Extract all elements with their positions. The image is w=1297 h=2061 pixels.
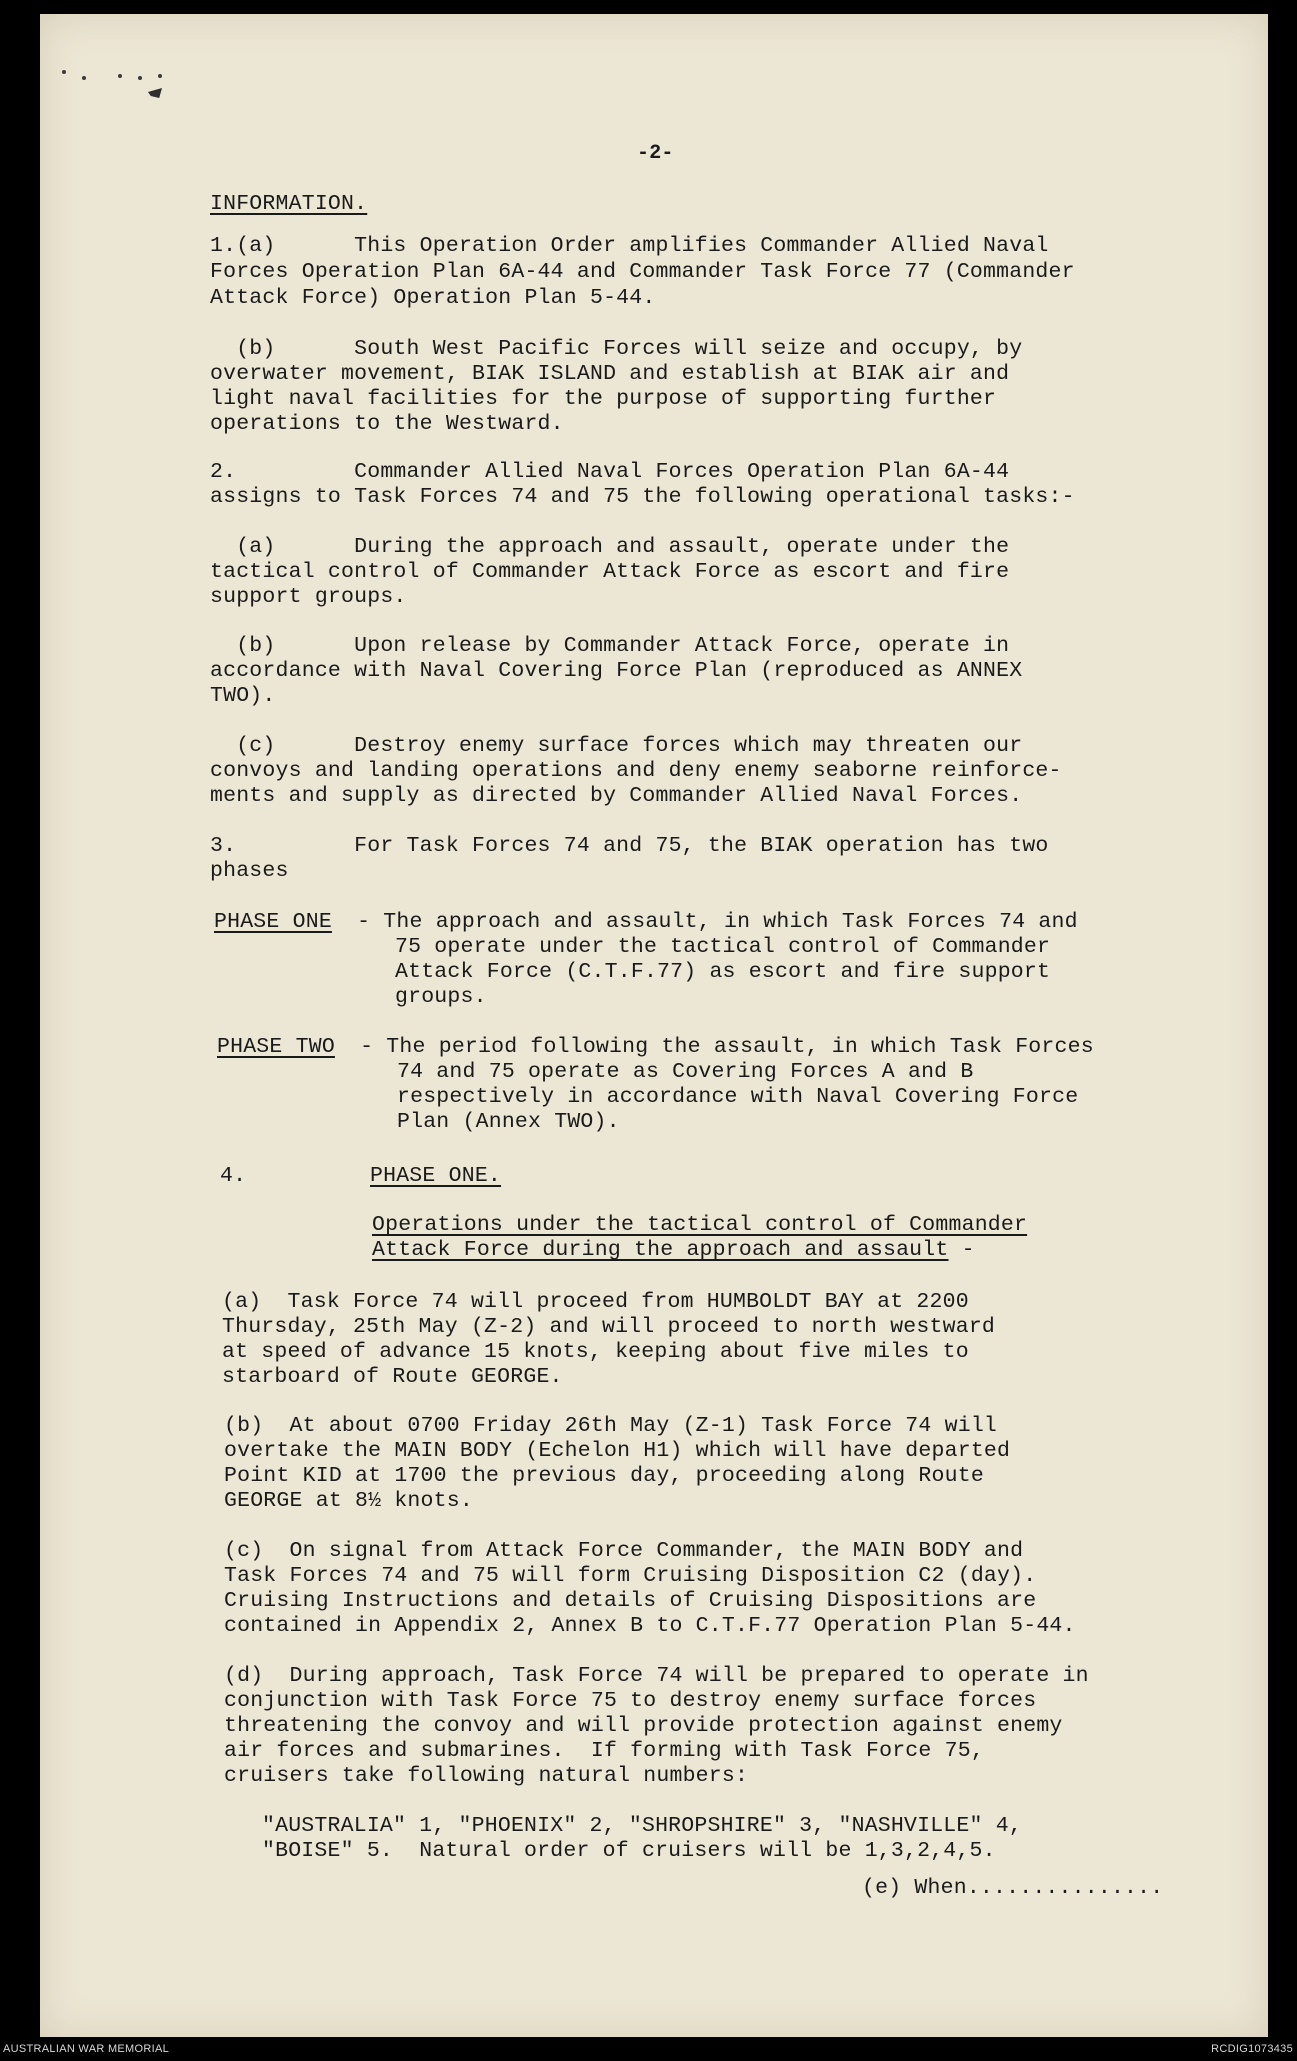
para-1b-line-2: overwater movement, BIAK ISLAND and establish at BIAK air and [210, 362, 1010, 386]
phase-one-line-1: - The approach and assault, in which Task Forces 74 and [344, 910, 1078, 934]
para-4b-line-3: Point KID at 1700 the previous day, proceeding along Route [224, 1464, 984, 1488]
para-1a-line-3: Attack Force) Operation Plan 5-44. [210, 286, 656, 310]
para-2b-line-1: (b) Upon release by Commander Attack Force, operate in [210, 634, 1010, 658]
phase-two-line-3: respectively in accordance with Naval Covering Force [397, 1085, 1079, 1109]
cruisers-line-1: "AUSTRALIA" 1, "PHOENIX" 2, "SHROPSHIRE" 3, "NASHVILLE" 4, [262, 1814, 1022, 1838]
footer-institution: AUSTRALIAN WAR MEMORIAL [3, 2043, 170, 2055]
para-4a-line-4: starboard of Route GEORGE. [222, 1365, 563, 1389]
para-4-subtitle-line-1: Operations under the tactical control of Commander [372, 1213, 1028, 1237]
phase-two-line-4: Plan (Annex TWO). [397, 1110, 620, 1134]
para-4-number: 4. [220, 1164, 247, 1188]
para-2-line-1: 2. Commander Allied Naval Forces Operation Plan 6A-44 [210, 460, 1010, 484]
phase-two-line-2: 74 and 75 operate as Covering Forces A and B [397, 1060, 974, 1084]
phase-one-label: PHASE ONE [214, 910, 332, 934]
para-4d-line-4: air forces and submarines. If forming with Task Force 75, [224, 1739, 984, 1763]
phase-two-label: PHASE TWO [217, 1035, 335, 1059]
para-4a-line-2: Thursday, 25th May (Z-2) and will proceed to north westward [222, 1315, 996, 1339]
para-4b-line-4: GEORGE at 8½ knots. [224, 1489, 473, 1513]
para-4c-line-4: contained in Appendix 2, Annex B to C.T.F.77 Operation Plan 5-44. [224, 1614, 1076, 1638]
para-4d-line-1: (d) During approach, Task Force 74 will be prepared to operate in [224, 1664, 1089, 1688]
para-1b-line-1: (b) South West Pacific Forces will seize and occupy, by [210, 337, 1023, 361]
para-4-subtitle-dash: - [948, 1238, 975, 1262]
para-2a-line-3: support groups. [210, 585, 407, 609]
para-4a-line-3: at speed of advance 15 knots, keeping about five miles to [222, 1340, 969, 1364]
para-4b-line-2: overtake the MAIN BODY (Echelon H1) which will have departed [224, 1439, 1011, 1463]
para-1a-line-1: 1.(a) This Operation Order amplifies Commander Allied Naval [210, 234, 1049, 258]
phase-one-line-3: Attack Force (C.T.F.77) as escort and fire support [395, 960, 1051, 984]
para-2c-line-3: ments and supply as directed by Commander Allied Naval Forces. [210, 784, 1023, 808]
para-4d-line-2: conjunction with Task Force 75 to destroy enemy surface forces [224, 1689, 1037, 1713]
para-4c-line-1: (c) On signal from Attack Force Commander, the MAIN BODY and [224, 1539, 1024, 1563]
para-3-line-1: 3. For Task Forces 74 and 75, the BIAK operation has two [210, 834, 1049, 858]
para-4c-line-3: Cruising Instructions and details of Cruising Dispositions are [224, 1589, 1037, 1613]
para-4d-line-5: cruisers take following natural numbers: [224, 1764, 749, 1788]
para-2b-line-3: TWO). [210, 684, 276, 708]
para-1b-line-3: light naval facilities for the purpose of supporting further [210, 387, 997, 411]
para-4-title: PHASE ONE. [370, 1164, 502, 1188]
para-4-subtitle-text: Attack Force during the approach and assault [372, 1238, 949, 1262]
phase-one-line-2: 75 operate under the tactical control of Commander [395, 935, 1051, 959]
para-4c-line-2: Task Forces 74 and 75 will form Cruising Disposition C2 (day). [224, 1564, 1037, 1588]
para-2c-line-2: convoys and landing operations and deny enemy seaborne reinforce- [210, 759, 1062, 783]
page-number: -2- [637, 142, 674, 165]
para-2a-line-2: tactical control of Commander Attack Force as escort and fire [210, 560, 1010, 584]
cruisers-line-2: "BOISE" 5. Natural order of cruisers will be 1,3,2,4,5. [262, 1839, 996, 1863]
para-1a-line-2: Forces Operation Plan 6A-44 and Commander Task Force 77 (Commander [210, 260, 1075, 284]
para-4b-line-1: (b) At about 0700 Friday 26th May (Z-1) Task Force 74 will [224, 1414, 998, 1438]
continuation-catchword: (e) When............... [862, 1876, 1164, 1900]
para-2-line-2: assigns to Task Forces 74 and 75 the following operational tasks:- [210, 485, 1075, 509]
para-4d-line-3: threatening the convoy and will provide protection against enemy [224, 1714, 1063, 1738]
para-3-line-2: phases [210, 859, 289, 883]
footer-record-id: RCDIG1073435 [1211, 2043, 1293, 2055]
para-1b-line-4: operations to the Westward. [210, 412, 564, 436]
para-2b-line-2: accordance with Naval Covering Force Plan (reproduced as ANNEX [210, 659, 1023, 683]
para-4a-line-1: (a) Task Force 74 will proceed from HUMBOLDT BAY at 2200 [222, 1290, 969, 1314]
para-2a-line-1: (a) During the approach and assault, operate under the [210, 535, 1010, 559]
para-2c-line-1: (c) Destroy enemy surface forces which may threaten our [210, 734, 1023, 758]
para-4-subtitle-line-2 [372, 1238, 975, 1263]
phase-one-line-4: groups. [395, 985, 487, 1009]
phase-two-line-1: - The period following the assault, in which Task Forces [347, 1035, 1094, 1059]
section-heading: INFORMATION. [210, 192, 368, 216]
